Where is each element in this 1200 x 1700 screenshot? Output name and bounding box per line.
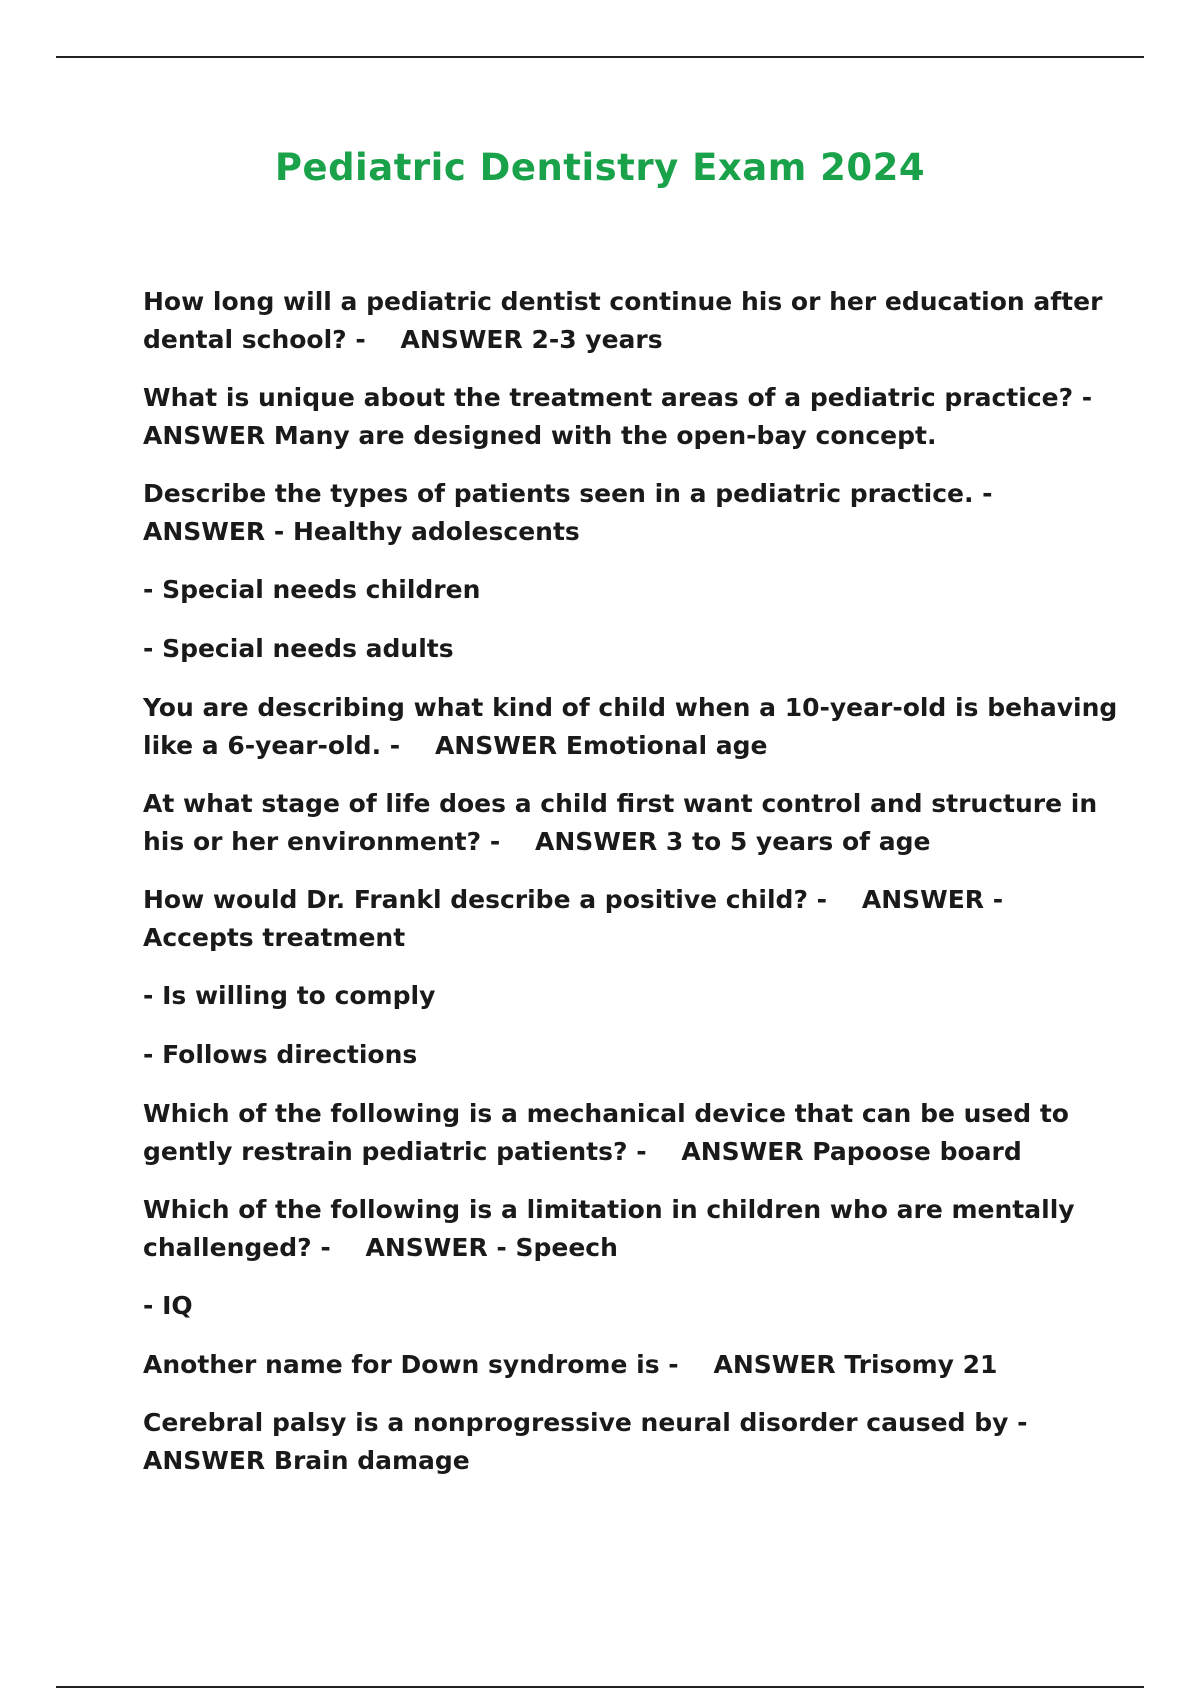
page-title: Pediatric Dentistry Exam 2024 [274, 146, 926, 189]
bottom-divider [56, 1686, 1144, 1688]
qa-list [143, 283, 1143, 1500]
qa-item: You are describing what kind of child when a 10-year-old is behaving like a 6-year-old. - ANSWER Emotional age [143, 693, 1118, 760]
qa-list-item: - Special needs children [143, 575, 481, 604]
qa-item: Describe the types of patients seen in a pediatric practice. - ANSWER - Healthy adolescents [143, 479, 993, 546]
qa-list-item: - Is willing to comply [143, 981, 436, 1010]
qa-item: Which of the following is a mechanical device that can be used to gently restrain pediatric patients? - ANSWER Papoose board [143, 1099, 1069, 1166]
qa-item: Another name for Down syndrome is - ANSWER Trisomy 21 [143, 1350, 998, 1379]
qa-list-item: - IQ [143, 1291, 193, 1320]
qa-item: Which of the following is a limitation in children who are mentally challenged? - ANSWER - Speech [143, 1195, 1075, 1262]
qa-item: What is unique about the treatment areas of a pediatric practice? - ANSWER Many are designed with the open-bay concept. [143, 383, 1093, 450]
qa-list-item: - Special needs adults [143, 634, 454, 663]
qa-item: How long will a pediatric dentist continue his or her education after dental school? - ANSWER 2-3 years [143, 287, 1103, 354]
qa-item: Cerebral palsy is a nonprogressive neural disorder caused by - ANSWER Brain damage [143, 1408, 1028, 1475]
qa-item: How would Dr. Frankl describe a positive child? - ANSWER - Accepts treatment [143, 885, 1004, 952]
top-divider [56, 56, 1144, 58]
qa-list-item: - Follows directions [143, 1040, 418, 1069]
qa-item: At what stage of life does a child first want control and structure in his or her environment? - ANSWER 3 to 5 years of age [143, 789, 1098, 856]
